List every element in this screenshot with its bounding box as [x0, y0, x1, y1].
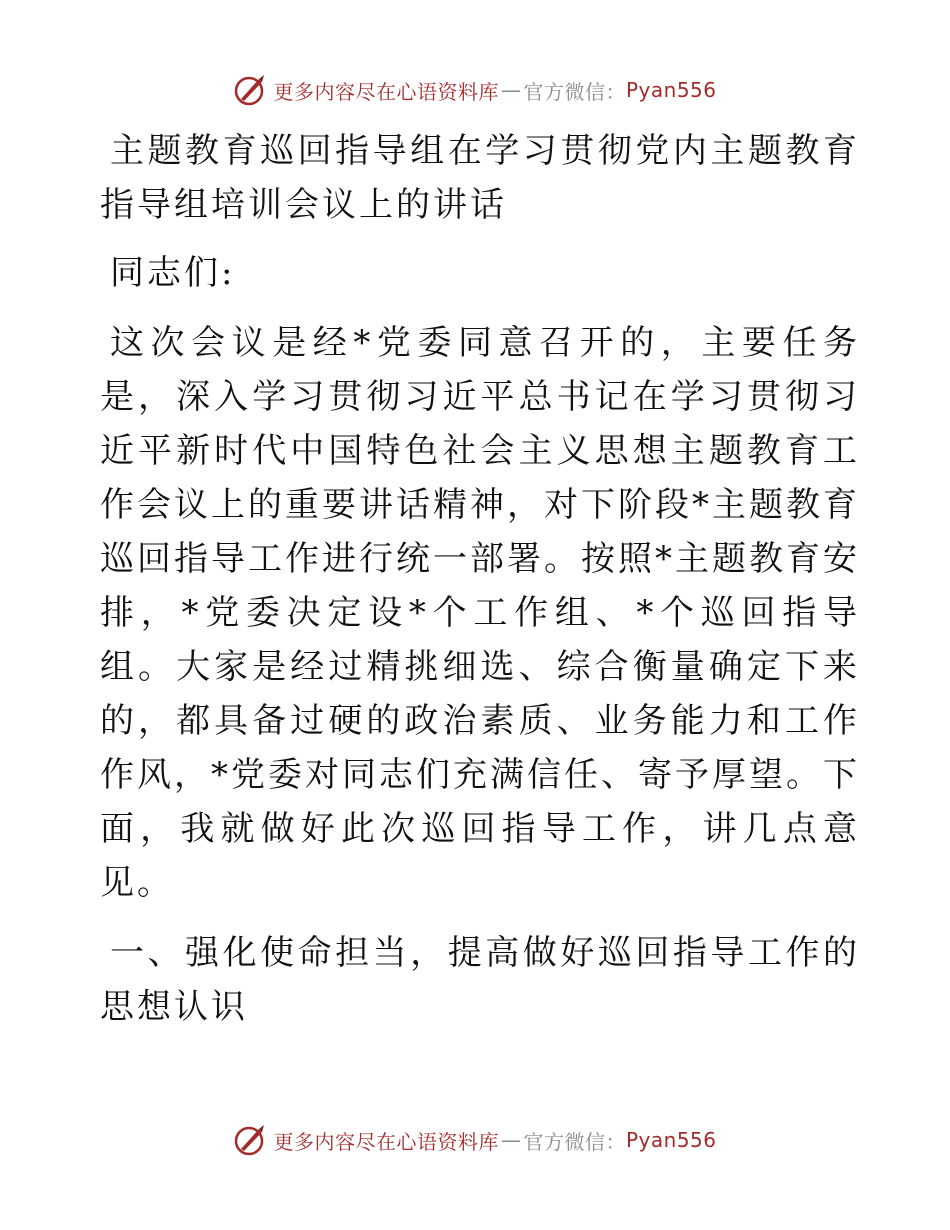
banner-text: 更多内容尽在心语资料库: [273, 1129, 499, 1154]
banner-separator: —: [500, 78, 522, 102]
banner-wechat-id: Pyan556: [625, 1128, 717, 1152]
quill-pen-logo-icon: [233, 1123, 267, 1157]
banner-text: 更多内容尽在心语资料库: [273, 79, 499, 104]
footer-watermark-banner: [0, 1120, 950, 1160]
document-title: 主题教育巡回指导组在学习贯彻党内主题教育指导组培训会议上的讲话: [100, 131, 860, 225]
banner-wechat-id: Pyan556: [625, 78, 717, 102]
header-watermark-banner: [0, 70, 950, 110]
section-heading-1: 一、强化使命担当，提高做好巡回指导工作的思想认识: [100, 933, 860, 1027]
document-body: [100, 120, 860, 1034]
banner-wechat-label: 官方微信：: [523, 79, 626, 104]
paragraph-1: 这次会议是经*党委同意召开的，主要任务是，深入学习贯彻习近平总书记在学习贯彻习近平新时代中国特色社会主义思想主题教育工作会议上的重要讲话精神，对下阶段*主题教育巡回指导工作进行统一部署。按照*主题教育安排，*党委决定设*个工作组、*个巡回指导组。大家是经过精挑细选、综合衡量确定下来的，都具备过硬的政治素质、业务能力和工作作风，*党委对同志们充满信任、寄予厚望。下面，我就做好此次巡回指导工作，讲几点意见。: [100, 323, 860, 903]
greeting: 同志们:: [110, 253, 236, 293]
banner-separator: —: [500, 1128, 522, 1152]
banner-wechat-label: 官方微信：: [523, 1129, 626, 1154]
quill-pen-logo-icon: [233, 73, 267, 107]
